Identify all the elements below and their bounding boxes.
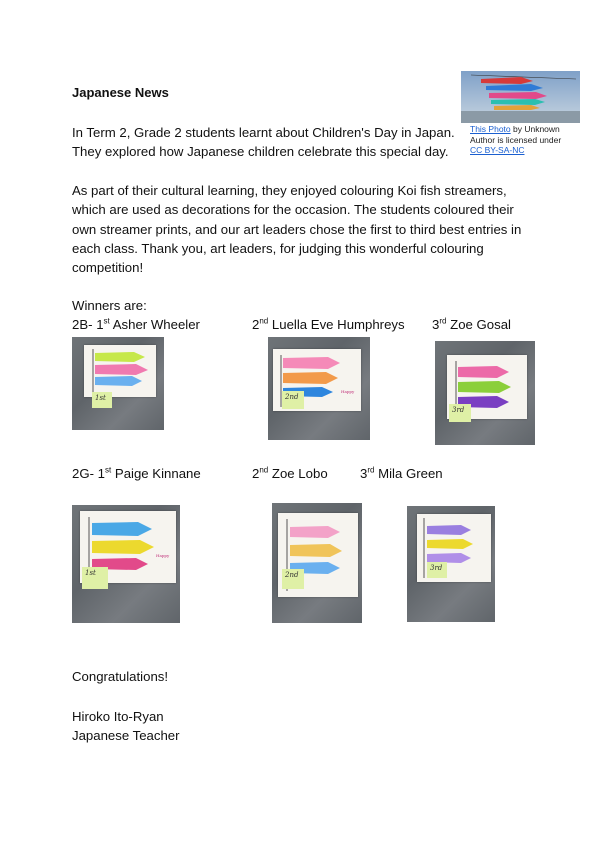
signature-name: Hiroko Ito-Ryan (72, 709, 164, 724)
entry-photo-2b-3 (435, 341, 535, 445)
winner-2b-3 (432, 317, 511, 332)
place-sticky-note: 1st (92, 392, 112, 408)
svg-text:Happy: Happy (156, 553, 170, 558)
winner-2g-2 (252, 466, 328, 481)
winner-2g-3 (360, 466, 443, 481)
place-num: 1 (97, 466, 105, 481)
class-name: 2G- (72, 466, 94, 481)
photo-link[interactable]: This Photo (470, 124, 511, 134)
attribution-text: by Unknown Author is licensed under (470, 124, 562, 145)
koinobori-photo (461, 71, 580, 123)
entry-photo-2g-3 (407, 506, 495, 622)
winner-2g-1 (72, 466, 201, 481)
place-suffix: nd (259, 316, 269, 326)
detail-paragraph: As part of their cultural learning, they enjoyed colouring Koi fish streamers, which are used as decorations for the occasion. The students coloured their own streamer prints, and our art leaders chose the first to third best entries in each class. Thank you, art leaders, for judging this wonderful colouring competition! (72, 183, 522, 276)
place-sticky-note: 2nd (282, 391, 304, 409)
place-num: 1 (96, 317, 104, 332)
student-name: Luella Eve Humphreys (271, 317, 405, 332)
place-suffix: st (105, 465, 112, 475)
place-sticky-note: 3rd (449, 404, 471, 422)
student-name: Zoe Gosal (450, 317, 511, 332)
entry-photo-2b-2 (268, 337, 370, 440)
student-name: Paige Kinnane (114, 466, 201, 481)
place-suffix: nd (259, 465, 269, 475)
license-link[interactable]: CC BY-SA-NC (470, 145, 525, 155)
photo-attribution (470, 124, 566, 156)
congratulations: Congratulations! (72, 669, 169, 684)
class-name: 2B- (72, 317, 93, 332)
signature-title: Japanese Teacher (72, 728, 180, 743)
place-sticky-note: 3rd (427, 562, 447, 578)
winner-2b-1 (72, 317, 200, 332)
student-name: Mila Green (378, 466, 443, 481)
page-title: Japanese News (72, 85, 169, 100)
entry-photo-2g-1 (72, 505, 180, 623)
place-num: 2 (252, 317, 260, 332)
place-suffix: rd (367, 465, 375, 475)
place-sticky-note: 1st (82, 567, 108, 589)
place-sticky-note: 2nd (282, 569, 304, 589)
intro-paragraph: In Term 2, Grade 2 students learnt about Children's Day in Japan. They explored how Japanese children celebrate this special day. (72, 125, 455, 160)
entry-photo-2b-1 (72, 337, 164, 430)
place-num: 3 (360, 466, 368, 481)
student-name: Asher Wheeler (112, 317, 200, 332)
place-suffix: st (103, 316, 110, 326)
svg-text:Happy: Happy (341, 389, 355, 394)
place-num: 3 (432, 317, 440, 332)
entry-photo-2g-2 (272, 503, 362, 623)
student-name: Zoe Lobo (271, 466, 328, 481)
winners-label: Winners are: (72, 298, 147, 313)
place-num: 2 (252, 466, 260, 481)
winner-2b-2 (252, 317, 405, 332)
koi-streamer-drawing (90, 349, 152, 393)
place-suffix: rd (439, 316, 447, 326)
